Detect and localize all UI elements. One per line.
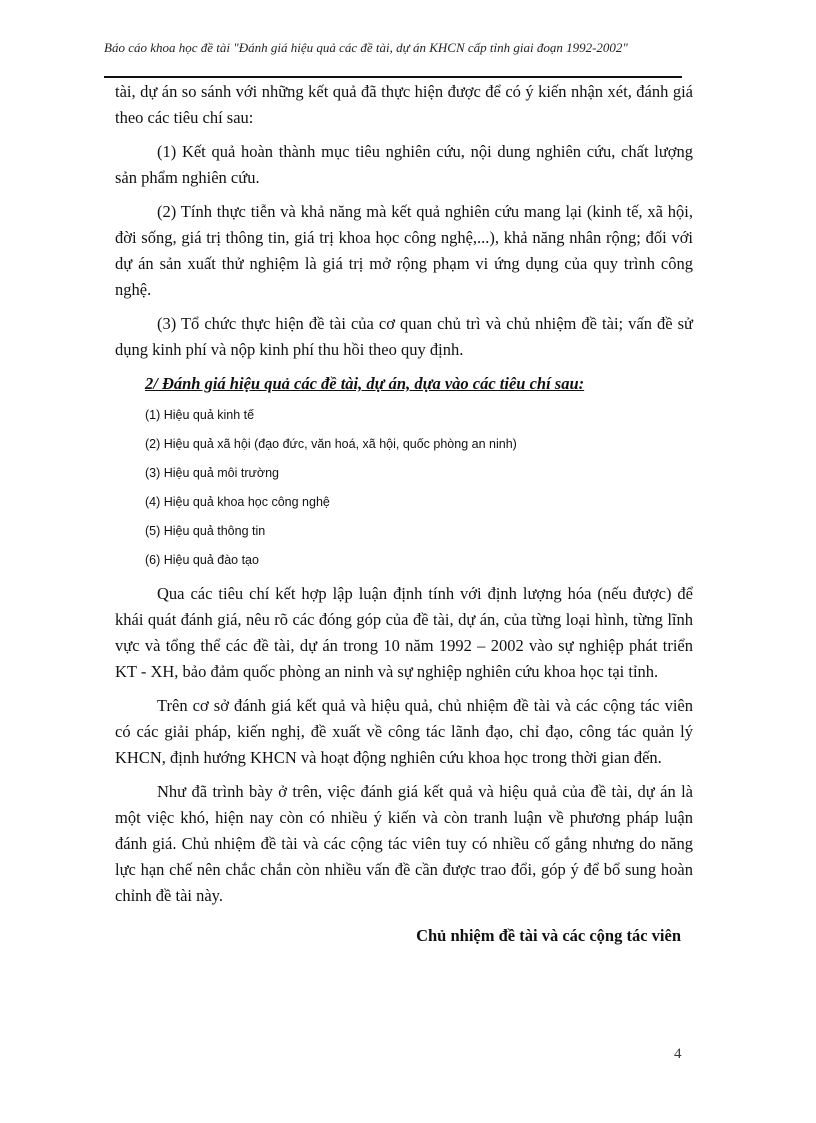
header-rule — [104, 76, 682, 78]
list-item: (2) Hiệu quả xã hội (đạo đức, văn hoá, xã hội, quốc phòng an ninh) — [145, 437, 517, 451]
list-item: (6) Hiệu quả đào tạo — [145, 553, 259, 567]
list-item: (4) Hiệu quả khoa học công nghệ — [145, 495, 330, 509]
paragraph-criterion-2: (2) Tính thực tiễn và khả năng mà kết quả nghiên cứu mang lại (kinh tế, xã hội, đời sống, giá trị thông tin, giá trị khoa học công nghệ,...), khả năng nhân rộng; đối với dự án sản xuất thử nghiệm là giá trị mở rộng phạm vi ứng dụng của quy trình công nghệ. — [115, 202, 693, 299]
document-body — [115, 79, 693, 949]
paragraph-criterion-1: (1) Kết quả hoàn thành mục tiêu nghiên cứu, nội dung nghiên cứu, chất lượng sản phẩm nghiên cứu. — [115, 142, 693, 187]
signature-line: Chủ nhiệm đề tài và các cộng tác viên — [416, 926, 681, 945]
section-heading: 2/ Đánh giá hiệu quả các đề tài, dự án, dựa vào các tiêu chí sau: — [145, 374, 585, 393]
running-header: Báo cáo khoa học đề tài "Đánh giá hiệu quả các đề tài, dự án KHCN cấp tỉnh giai đoạn 1992-2002" — [104, 40, 628, 55]
criteria-list — [145, 401, 693, 575]
list-item: (3) Hiệu quả môi trường — [145, 466, 279, 480]
page-number: 4 — [674, 1046, 682, 1062]
paragraph-closing: Như đã trình bày ở trên, việc đánh giá kết quả và hiệu quả của đề tài, dự án là một việc khó, hiện nay còn có nhiều ý kiến và còn tranh luận về phương pháp luận đánh giá. Chủ nhiệm đề tài và các cộng tác viên tuy có nhiều cố gắng nhưng do năng lực hạn chế nên chắc chắn còn nhiều vấn đề cần được trao đổi, góp ý để bổ sung hoàn chỉnh đề tài này. — [115, 782, 693, 905]
paragraph-criterion-3: (3) Tổ chức thực hiện đề tài của cơ quan chủ trì và chủ nhiệm đề tài; vấn đề sử dụng kinh phí và nộp kinh phí thu hồi theo quy định. — [115, 314, 693, 359]
paragraph-synthesis: Qua các tiêu chí kết hợp lập luận định tính với định lượng hóa (nếu được) để khái quát đánh giá, nêu rõ các đóng góp của đề tài, dự án, của từng loại hình, từng lĩnh vực và tổng thể các đề tài, dự án trong 10 năm 1992 – 2002 vào sự nghiệp phát triển KT - XH, bảo đảm quốc phòng an ninh và sự nghiệp nghiên cứu khoa học tại tỉnh. — [115, 584, 693, 681]
list-item: (5) Hiệu quả thông tin — [145, 524, 266, 538]
paragraph-recommendations: Trên cơ sở đánh giá kết quả và hiệu quả, chủ nhiệm đề tài và các cộng tác viên có các giải pháp, kiến nghị, đề xuất về công tác lãnh đạo, chỉ đạo, công tác quản lý KHCN, định hướng KHCN và hoạt động nghiên cứu khoa học trong thời gian đến. — [115, 696, 693, 767]
paragraph-intro: tài, dự án so sánh với những kết quả đã thực hiện được để có ý kiến nhận xét, đánh giá theo các tiêu chí sau: — [115, 82, 693, 127]
list-item: (1) Hiệu quả kinh tế — [145, 408, 255, 422]
